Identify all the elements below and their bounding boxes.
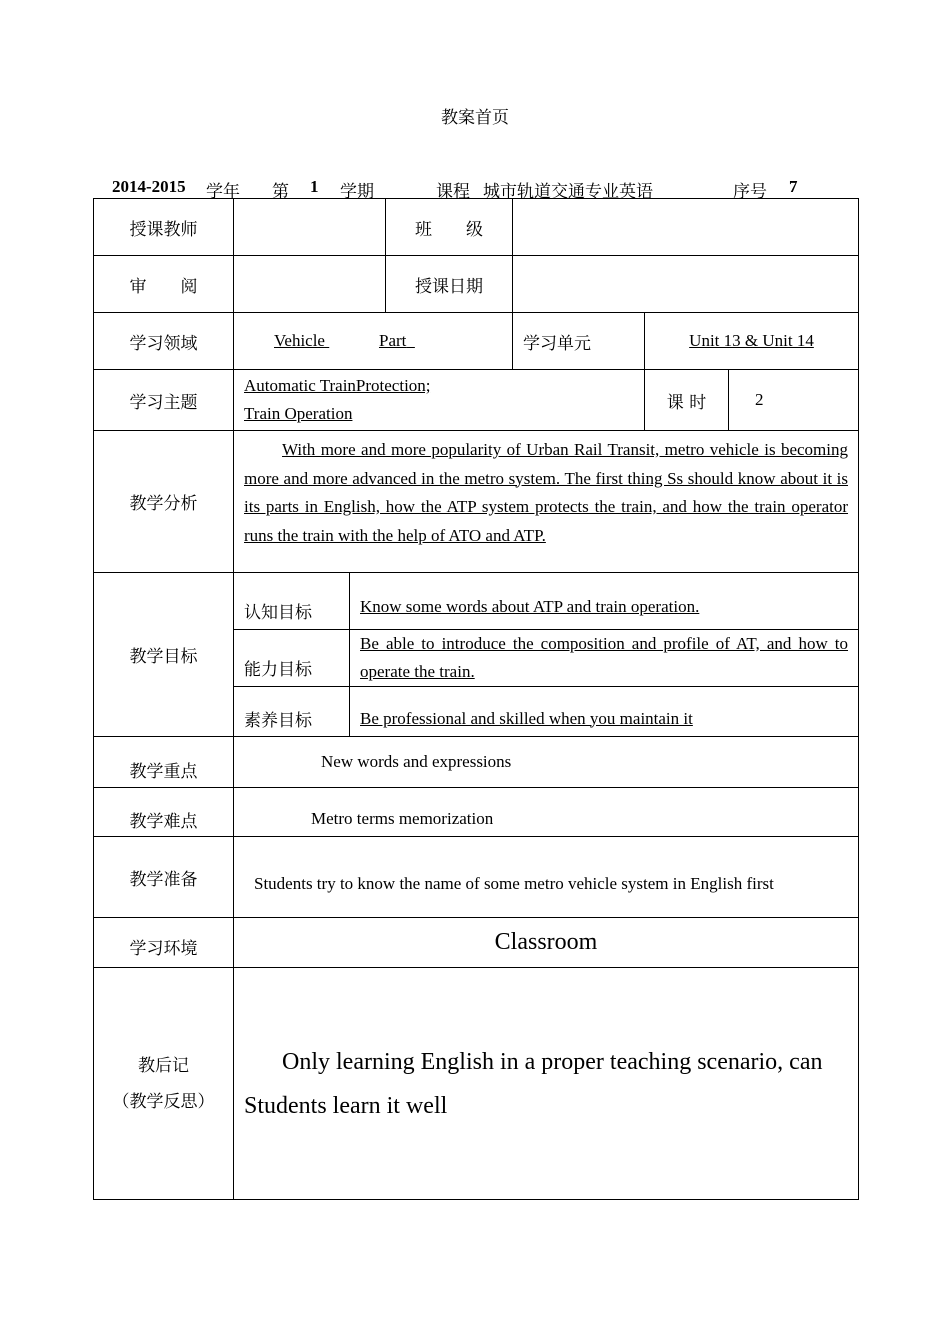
unit-value-cell [645, 313, 859, 370]
objectives-label: 教学目标 [94, 573, 234, 737]
reflection-text: Only learning English in a proper teaching scenario, can Students learn it well [244, 1048, 823, 1119]
page-title: 教案首页 [441, 108, 509, 128]
serial-number: 7 [789, 177, 798, 196]
class-label: 班 级 [386, 199, 513, 256]
analysis-value [234, 431, 859, 573]
domain-value-2: Part [378, 331, 407, 350]
analysis-label: 教学分析 [94, 431, 234, 573]
row-prep [94, 837, 859, 918]
unit-value: Unit 13 & Unit 14 [689, 331, 814, 350]
row-difficulty [94, 788, 859, 837]
review-value [234, 256, 386, 313]
env-value: Classroom [234, 918, 859, 968]
class-value [513, 199, 859, 256]
term-number: 1 [310, 177, 319, 196]
topic-value [234, 370, 645, 431]
row-key [94, 737, 859, 788]
ability-label: 能力目标 [234, 630, 350, 687]
ability-value [350, 630, 859, 687]
prep-value: Students try to know the name of some metro vehicle system in English first [234, 837, 859, 918]
prep-label: 教学准备 [94, 837, 234, 918]
quality-text: Be professional and skilled when you maintain it [360, 708, 693, 728]
topic-label: 学习主题 [94, 370, 234, 431]
topic-line-2: Train Operation [244, 404, 353, 423]
date-value [513, 256, 859, 313]
hours-label: 课 时 [645, 370, 729, 431]
env-label: 学习环境 [94, 918, 234, 968]
row-review [94, 256, 859, 313]
term-prefix: 第 [272, 182, 289, 202]
ability-text: Be able to introduce the composition and profile of AT, and how to operate the train. [360, 634, 849, 681]
row-cognitive [94, 573, 859, 630]
cognitive-label: 认知目标 [234, 573, 350, 630]
school-year: 2014-2015 [112, 177, 186, 196]
lesson-plan-table [93, 198, 859, 1200]
cognitive-text: Know some words about ATP and train operation. [360, 597, 700, 616]
quality-label: 素养目标 [234, 687, 350, 737]
reflection-label [94, 968, 234, 1200]
row-env [94, 918, 859, 968]
date-label: 授课日期 [386, 256, 513, 313]
reflection-label-2: （教学反思） [112, 1091, 215, 1112]
difficulty-label: 教学难点 [94, 788, 234, 837]
teacher-value [234, 199, 386, 256]
row-topic [94, 370, 859, 431]
reflection-label-1: 教后记 [138, 1055, 189, 1076]
row-analysis [94, 431, 859, 573]
quality-value [350, 687, 859, 737]
key-label: 教学重点 [94, 737, 234, 788]
key-value: New words and expressions [234, 737, 859, 788]
hours-value: 2 [729, 370, 859, 431]
topic-line-1: Automatic TrainProtection; [244, 376, 431, 395]
reflection-value [234, 968, 859, 1200]
term-suffix: 学期 [340, 182, 374, 202]
domain-value-1: Vehicle [274, 331, 325, 350]
analysis-text: With more and more popularity of Urban Rail Transit, metro vehicle is becoming more and more advanced in the metro system. The first thing Ss should know about it is its parts in English, how the ATP system protects the train, and how the train operator runs the train with the help of ATO and ATP. [244, 440, 849, 545]
school-year-label: 学年 [206, 182, 240, 202]
domain-value [234, 313, 513, 370]
serial-label: 序号 [733, 182, 767, 202]
cognitive-value [350, 573, 859, 630]
domain-label: 学习领域 [94, 313, 234, 370]
row-reflection [94, 968, 859, 1200]
course-name: 城市轨道交通专业英语 [483, 182, 653, 202]
difficulty-value: Metro terms memorization [234, 788, 859, 837]
teacher-label: 授课教师 [94, 199, 234, 256]
row-teacher [94, 199, 859, 256]
row-domain [94, 313, 859, 370]
unit-label: 学习单元 [513, 313, 645, 370]
review-label: 审 阅 [94, 256, 234, 313]
course-label: 课程 [436, 182, 470, 202]
